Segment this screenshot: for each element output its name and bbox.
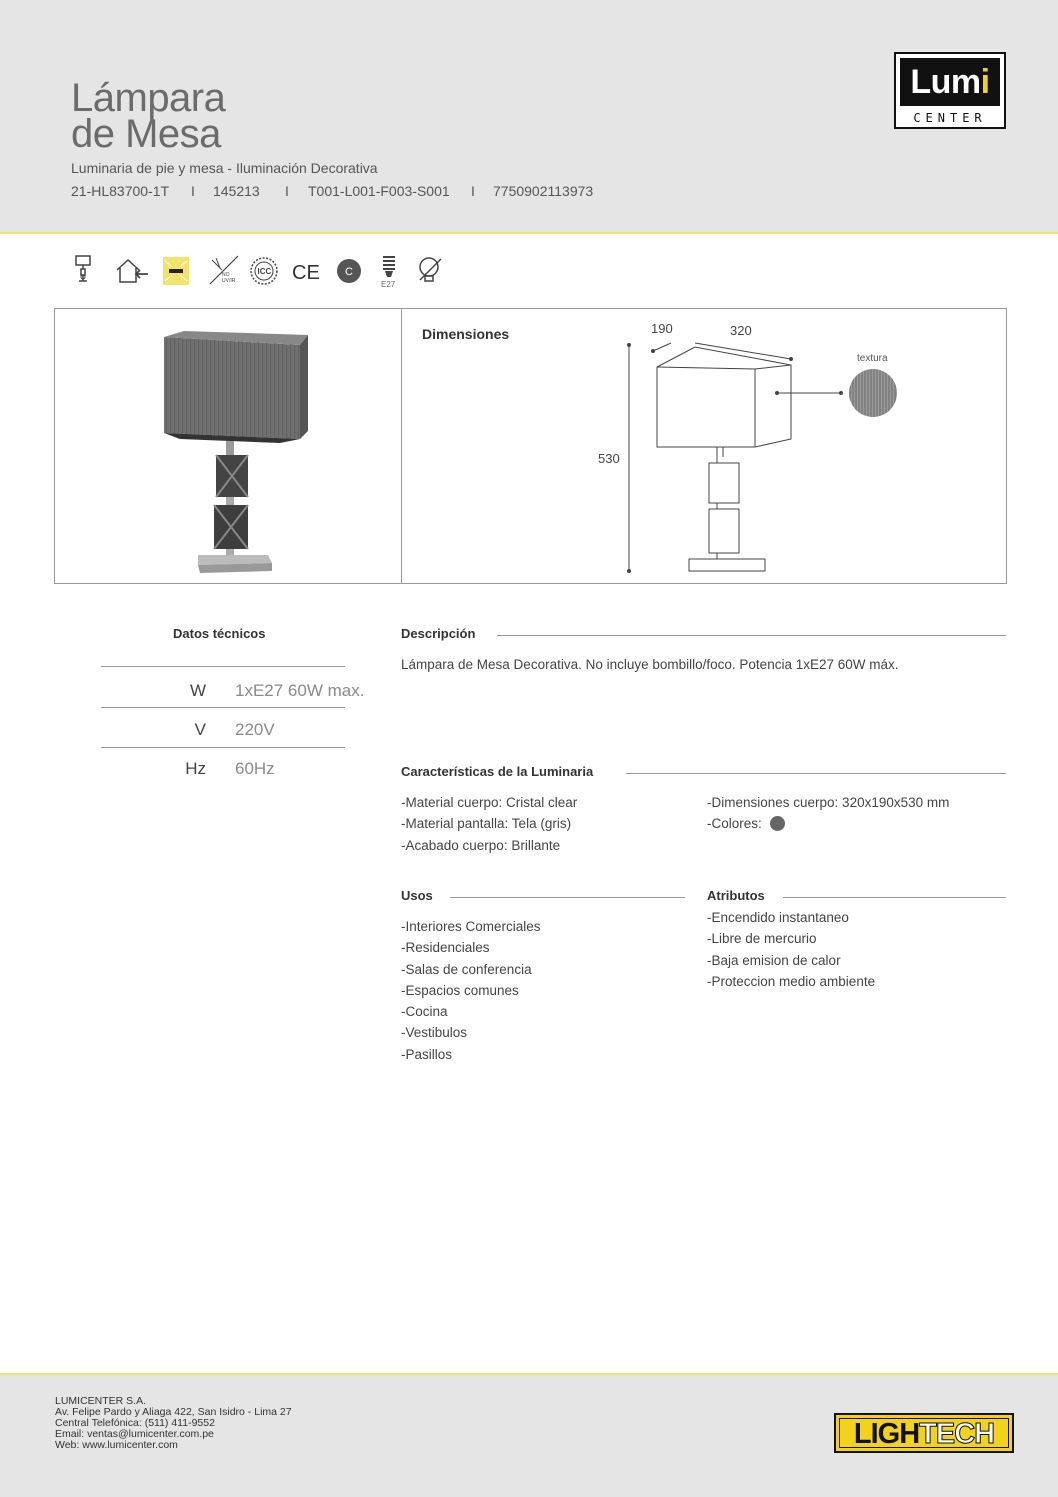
lightech-wordmark [839, 1418, 1009, 1448]
feature-item: -Acabado cuerpo: Brillante [401, 837, 561, 853]
code-separator: I [285, 183, 289, 199]
title-line-2: de Mesa [71, 112, 221, 156]
use-item: -Espacios comunes [401, 982, 519, 998]
no-uv-ir-icon [208, 254, 240, 288]
class-c-icon [335, 257, 363, 285]
attribute-item: -Libre de mercurio [707, 931, 817, 947]
use-item: -Vestibulos [401, 1025, 468, 1041]
footer [0, 1373, 1058, 1497]
lightech-logo [834, 1413, 1014, 1453]
product-photo [150, 327, 310, 577]
uses-list [401, 916, 541, 1065]
tech-row [101, 666, 365, 706]
feature-item: -Material pantalla: Tela (gris) [401, 816, 572, 832]
tech-row [101, 747, 345, 787]
product-codes [71, 183, 593, 199]
light-distribution-icon [163, 257, 189, 285]
color-swatch [770, 816, 785, 831]
page-title [71, 76, 226, 156]
uses-title: Usos [401, 888, 433, 903]
logo-main-text: Lum [910, 63, 981, 101]
icc-certification-icon [248, 254, 280, 288]
attribute-item: -Proteccion medio ambiente [707, 973, 876, 989]
feature-dimensions: -Dimensiones cuerpo: 320x190x530 mm [707, 795, 950, 810]
table-lamp-icon [70, 254, 102, 288]
lumicenter-logo [894, 52, 1006, 129]
title-line-1: Lámpara [71, 76, 226, 120]
use-item: -Cocina [401, 1004, 448, 1020]
feature-item: -Material cuerpo: Cristal clear [401, 795, 578, 810]
features-right-list [707, 792, 949, 835]
product-code: 145213 [213, 183, 260, 199]
dimension-drawing [615, 329, 975, 579]
features-title: Características de la Luminaria [401, 764, 594, 779]
height-dimension: 530 [598, 451, 620, 466]
logo-i: i [980, 63, 990, 101]
attributes-rule [783, 897, 1006, 898]
box-divider [401, 309, 402, 583]
product-code: 21-HL83700-1T [71, 183, 170, 199]
feature-colors [707, 813, 949, 834]
attributes-title: Atributos [707, 888, 765, 903]
use-item: -Interiores Comerciales [401, 919, 541, 934]
attributes-list [707, 907, 875, 992]
uses-rule [450, 897, 685, 898]
tech-key: Hz [185, 759, 206, 778]
no-bulb-included-icon [415, 254, 447, 288]
description-text: Lámpara de Mesa Decorativa. No incluye bombillo/foco. Potencia 1xE27 60W máx. [401, 657, 899, 672]
colors-label: -Colores: [707, 816, 762, 832]
header [0, 0, 1058, 234]
e27-bulb-icon [376, 254, 402, 280]
texture-label: textura [857, 353, 888, 364]
depth-dimension: 190 [651, 321, 673, 336]
width-dimension: 320 [730, 323, 752, 338]
tech-row [101, 707, 345, 747]
tech-data-title: Datos técnicos [173, 626, 266, 641]
description-rule [497, 635, 1006, 636]
dimensions-label: Dimensiones [422, 326, 510, 342]
tech-value: 1xE27 60W max. [235, 681, 365, 700]
product-code: 7750902113973 [493, 183, 594, 199]
company-web: Web: www.lumicenter.com [55, 1439, 178, 1451]
svg-text:CE: CE [292, 262, 320, 284]
attribute-item: -Baja emision de calor [707, 952, 841, 968]
description-title: Descripción [401, 626, 476, 641]
svg-text:ICC: ICC [257, 267, 272, 276]
attribute-item: -Encendido instantaneo [707, 910, 849, 925]
product-box [54, 308, 1007, 584]
logo-main [900, 58, 1000, 106]
product-code: T001-L001-F003-S001 [308, 183, 450, 199]
brand-part-b: TECH [919, 1418, 995, 1450]
tech-value: 60Hz [235, 759, 275, 778]
company-info [55, 1396, 292, 1451]
features-left-list [401, 792, 577, 856]
features-rule [626, 773, 1006, 774]
e27-label: E27 [381, 280, 396, 289]
tech-key: W [189, 681, 206, 700]
use-item: -Residenciales [401, 940, 490, 956]
ce-mark-icon [290, 254, 322, 288]
brand-part-a: LIGH [853, 1418, 920, 1450]
indoor-house-icon [114, 254, 150, 288]
company-phone: Central Telefónica: (511) 411-9552 [55, 1417, 215, 1429]
company-address: Av. Felipe Pardo y Aliaga 422, San Isidro - Lima 27 [55, 1406, 292, 1418]
logo-sub: CENTER [913, 111, 987, 125]
svg-text:C: C [345, 266, 353, 278]
tech-value: 220V [235, 720, 275, 739]
svg-text:UV/IR: UV/IR [222, 278, 236, 284]
use-item: -Pasillos [401, 1046, 453, 1062]
code-separator: I [191, 183, 195, 199]
use-item: -Salas de conferencia [401, 961, 532, 977]
code-separator: I [471, 183, 475, 199]
svg-text:NO: NO [222, 272, 230, 278]
company-email: Email: ventas@lumicenter.com.pe [55, 1428, 214, 1440]
subtitle: Luminaria de pie y mesa - Iluminación Decorativa [71, 160, 378, 176]
company-name: LUMICENTER S.A. [55, 1395, 147, 1407]
tech-key: V [194, 720, 206, 739]
